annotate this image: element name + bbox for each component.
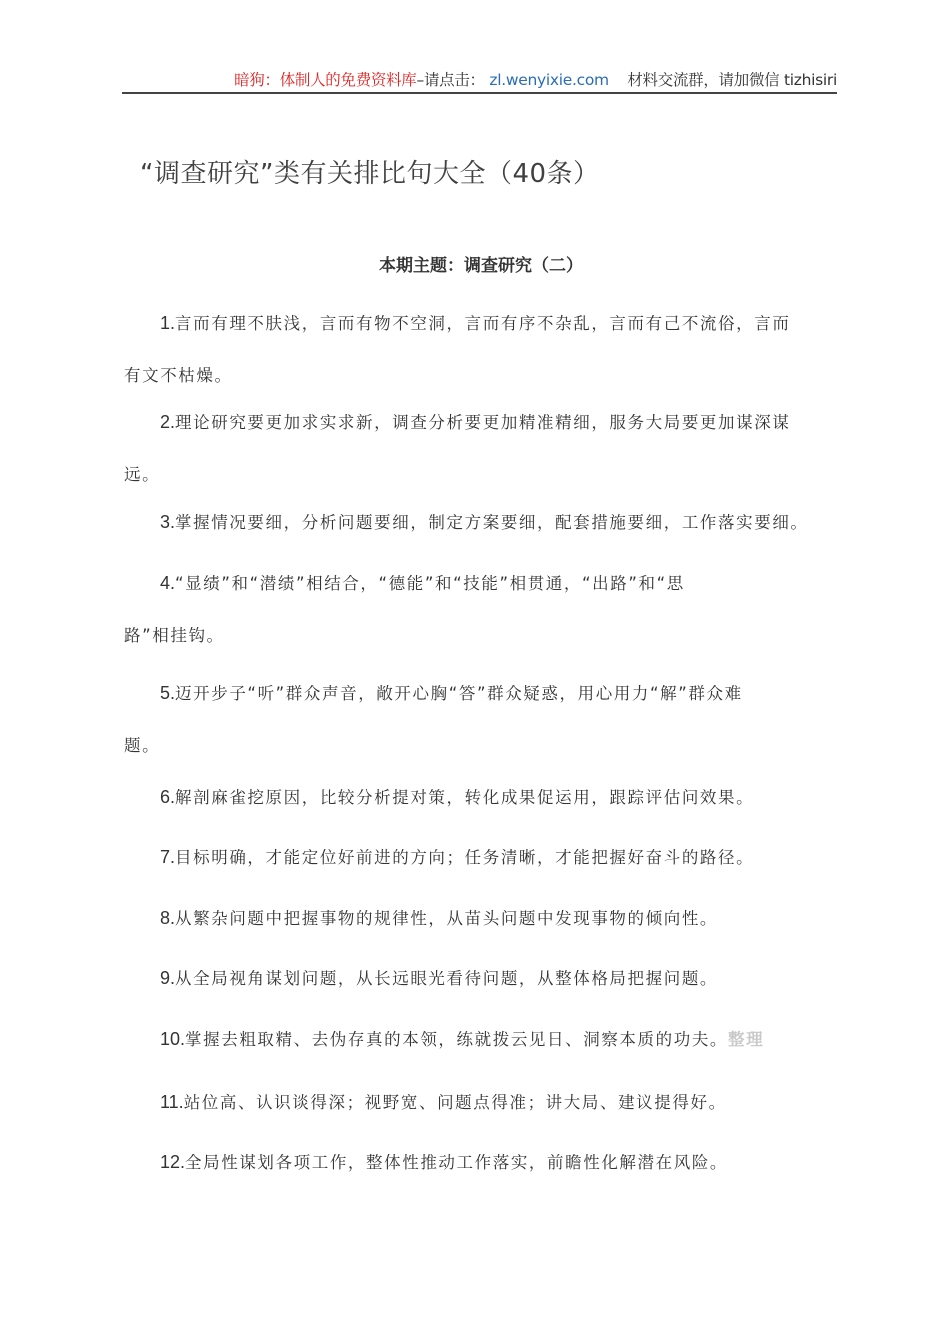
item-number: 8.: [160, 908, 176, 928]
list-item-5: [124, 668, 836, 771]
item-text-continued: 远。: [124, 465, 161, 484]
document-subtitle: 本期主题：调查研究（二）: [379, 256, 583, 276]
item-text: 掌握去粗取精、去伪存真的本领，练就拨云见日、洞察本质的功夫。: [185, 1030, 729, 1049]
item-text: “显绩”和“潜绩”相结合，“德能”和“技能”相贯通，“出路”和“思: [175, 574, 685, 593]
item-number: 12.: [160, 1152, 186, 1172]
item-number: 3.: [160, 512, 176, 532]
brand-text: 暗狗：体制人的免费资料库: [234, 71, 417, 89]
item-text: 迈开步子“听”群众声音，敞开心胸“答”群众疑惑，用心用力“解”群众难: [175, 684, 743, 703]
item-text: 站位高、认识谈得深；视野宽、问题点得准；讲大局、建议提得好。: [183, 1093, 727, 1112]
list-item-6: [124, 772, 836, 823]
header-divider: [122, 92, 837, 94]
watermark-text: 整理: [728, 1030, 765, 1049]
list-item-2: [124, 397, 836, 500]
item-text-continued: 有文不枯燥。: [124, 366, 233, 385]
item-text-continued: 路”相挂钩。: [124, 626, 225, 645]
list-item-12: [124, 1137, 836, 1188]
item-text: 从繁杂问题中把握事物的规律性，从苗头问题中发现事物的倾向性。: [175, 909, 719, 928]
item-number: 2.: [160, 412, 176, 432]
list-item-1: [124, 298, 836, 401]
item-text: 从全局视角谋划问题，从长远眼光看待问题，从整体格局把握问题。: [175, 969, 719, 988]
click-prompt: –请点击：: [416, 71, 485, 89]
item-text: 言而有理不肤浅，言而有物不空洞，言而有序不杂乱，言而有己不流俗，言而: [175, 314, 791, 333]
contact-text: 材料交流群，请加微信 tizhisiri: [627, 71, 837, 89]
item-number: 9.: [160, 968, 176, 988]
list-item-4: [124, 558, 836, 661]
item-number: 6.: [160, 787, 176, 807]
list-item-3: [124, 497, 836, 548]
item-text: 目标明确，才能定位好前进的方向；任务清晰，才能把握好奋斗的路径。: [175, 848, 755, 867]
item-number: 5.: [160, 683, 176, 703]
item-number: 4.: [160, 573, 176, 593]
item-text: 解剖麻雀挖原因，比较分析提对策，转化成果促运用，跟踪评估问效果。: [175, 788, 755, 807]
site-link[interactable]: zl.wenyixie.com: [489, 71, 609, 89]
document-title: “调查研究”类有关排比句大全（40条）: [140, 159, 600, 189]
list-item-9: [124, 953, 836, 1004]
list-item-11: [124, 1077, 836, 1128]
item-text-continued: 题。: [124, 736, 161, 755]
list-item-7: [124, 832, 836, 883]
item-number: 1.: [160, 313, 176, 333]
item-text: 掌握情况要细，分析问题要细，制定方案要细，配套措施要细，工作落实要细。: [175, 513, 809, 532]
item-number: 11.: [160, 1092, 184, 1112]
item-number: 7.: [160, 847, 176, 867]
list-item-10: [124, 1014, 836, 1065]
item-text: 全局性谋划各项工作，整体性推动工作落实，前瞻性化解潜在风险。: [185, 1153, 729, 1172]
item-number: 10.: [160, 1029, 186, 1049]
page-header: [122, 68, 837, 92]
item-text: 理论研究要更加求实求新，调查分析要更加精准精细，服务大局要更加谋深谋: [175, 413, 791, 432]
list-item-8: [124, 893, 836, 944]
